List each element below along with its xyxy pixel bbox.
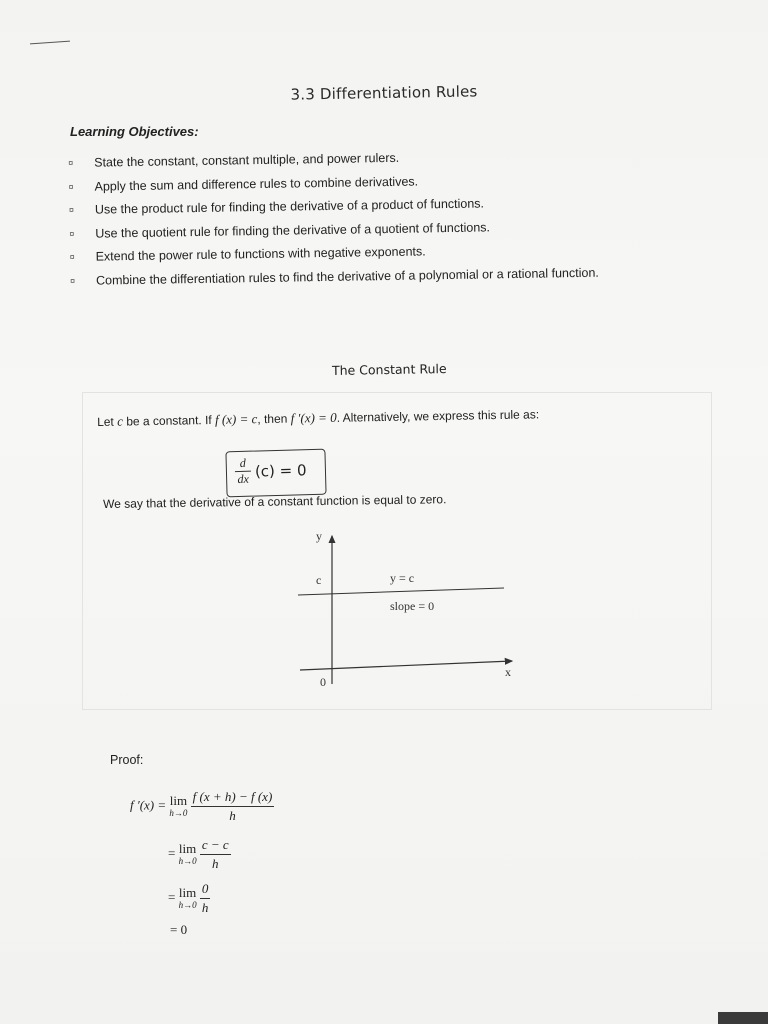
bullet-icon: ¤ (69, 275, 76, 286)
page-title: 3.3 Differentiation Rules (290, 82, 478, 104)
bullet-icon: ¤ (69, 228, 75, 239)
list-item: ¤ Extend the power rule to functions with negative exponents. (69, 236, 709, 270)
rule-statement: Let c be a constant. If f (x) = c, then f ′(x) = 0. Alternatively, we express this rule as: (97, 407, 540, 429)
proof-step-3: = lim h→0 $\frac{0}{h}$ (168, 881, 209, 915)
proof-step-2: = lim h→0 $\frac{c - c}{h}$ (168, 837, 229, 871)
origin-label: 0 (320, 675, 326, 689)
rule-explanation: We say that the derivative of a constant function is equal to zero. (103, 492, 447, 511)
bullet-icon: ¤ (69, 251, 75, 262)
list-item: ¤ Apply the sum and difference rules to combine derivatives. (68, 165, 708, 199)
scan-edge-shadow (718, 1012, 768, 1024)
list-item: ¤ Use the product rule for finding the derivative of a product of functions. (69, 189, 709, 223)
proof-label: Proof: (110, 753, 144, 767)
boxed-derivative-rule: $\frac{d}{dx}$ (c) = 0 (225, 449, 326, 498)
section-title: The Constant Rule (331, 361, 447, 378)
proof-step-1: f ′(x) = lim h→0 $\frac{f (x + h) - f (x)}{h}$ (130, 789, 273, 823)
objectives-heading: Learning Objectives: (70, 124, 199, 139)
bullet-icon: ¤ (68, 157, 74, 168)
objectives-list (68, 142, 710, 293)
constant-line (298, 588, 504, 595)
line-label: y = c (390, 571, 415, 585)
bullet-icon: ¤ (68, 204, 75, 215)
derivative-operator: $\frac{d}{dx}$ (235, 456, 252, 487)
constant-function-graph (290, 526, 520, 696)
bullet-icon: ¤ (68, 181, 74, 192)
c-label: c (316, 573, 322, 587)
slope-label: slope = 0 (390, 599, 435, 613)
list-item: ¤ Combine the differentiation rules to find the derivative of a polynomial or a rational function. (70, 259, 710, 293)
y-axis-label: y (316, 529, 322, 543)
list-item: ¤ State the constant, constant multiple, and power rulers. (68, 142, 708, 176)
x-axis-label: x (505, 665, 511, 679)
stray-pen-mark (30, 41, 70, 45)
list-item: ¤ Use the quotient rule for finding the derivative of a quotient of functions. (69, 212, 709, 246)
proof-step-4: = 0 (170, 922, 188, 937)
